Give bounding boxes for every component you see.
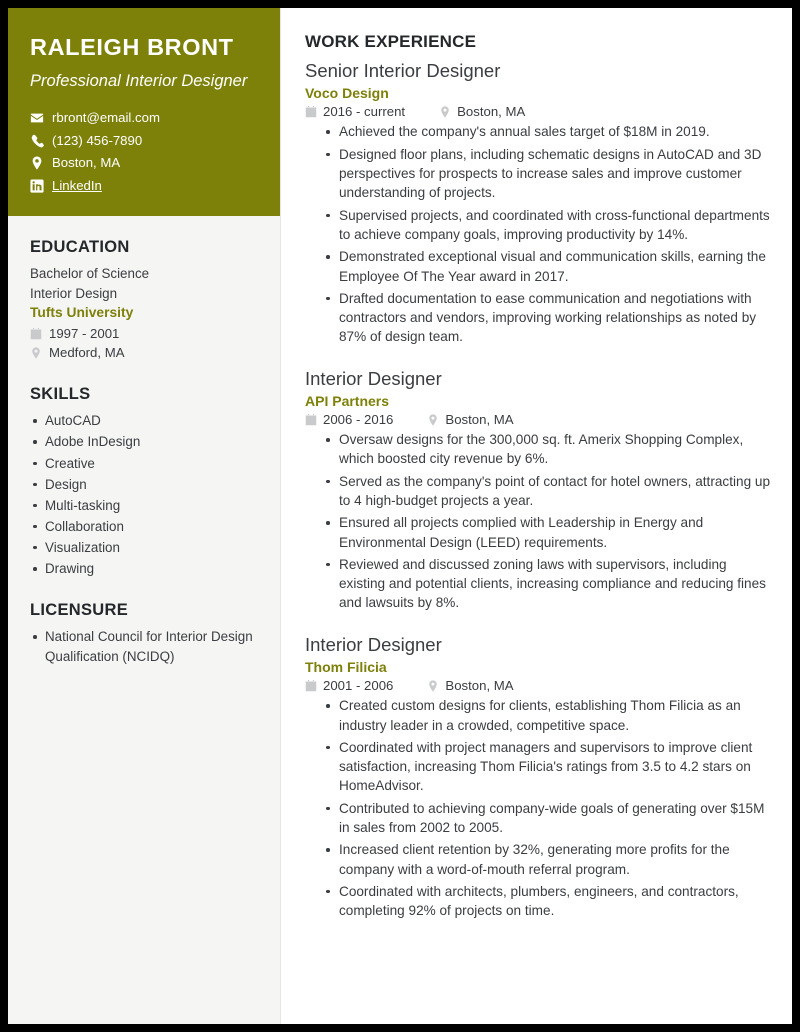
job-dates: 2016 - current xyxy=(323,104,406,120)
education-location-row xyxy=(30,343,258,363)
job-location-group xyxy=(439,104,525,119)
list-item: Coordinated with project managers and supervisors to improve client satisfaction, increasing Thom Filicia's ratings from 3.5 to 4.2 stars on HomeAdvisor. xyxy=(323,738,772,796)
professional-title: Professional Interior Designer xyxy=(30,72,248,91)
job-location-group xyxy=(427,678,513,693)
job-dates: 2001 - 2006 xyxy=(323,678,394,694)
contact-row xyxy=(30,155,258,172)
job-role: Interior Designer xyxy=(305,633,442,655)
list-item: Demonstrated exceptional visual and communication skills, earning the Employee Of The Year award in 2017. xyxy=(323,247,772,286)
sidebar xyxy=(8,8,280,1024)
list-item: Multi-tasking xyxy=(30,496,258,516)
education-heading: EDUCATION xyxy=(30,238,130,257)
contact-label: rbront@email.com xyxy=(52,110,160,126)
list-item: Achieved the company's annual sales target of $18M in 2019. xyxy=(323,122,772,141)
list-item: Drafted documentation to ease communication and negotiations with contractors and vendors, improving working relationships as noted by 87% of design team. xyxy=(323,289,772,347)
skills-heading: SKILLS xyxy=(30,385,91,404)
job-bullet-list xyxy=(305,122,772,346)
list-item: Contributed to achieving company-wide goals of generating over $15M in sales from 2002 to 2005. xyxy=(323,799,772,838)
page-title: RALEIGH BRONT xyxy=(30,34,234,60)
job-meta xyxy=(305,104,772,119)
job-entry xyxy=(305,367,772,613)
list-item: Coordinated with architects, plumbers, engineers, and contractors, completing 92% of projects on time. xyxy=(323,882,772,921)
job-location: Boston, MA xyxy=(445,678,514,694)
calendar-icon xyxy=(305,680,317,692)
job-role: Interior Designer xyxy=(305,367,442,389)
contact-list xyxy=(30,110,258,194)
job-meta xyxy=(305,412,772,427)
licensure-heading: LICENSURE xyxy=(30,601,129,620)
list-item: Created custom designs for clients, establishing Thom Filicia as an industry leader in a crowded, competitive space. xyxy=(323,696,772,735)
education-field: Interior Design xyxy=(30,285,118,301)
list-item: Ensured all projects complied with Leadership in Energy and Environmental Design (LEED) requirements. xyxy=(323,513,772,552)
envelope-icon xyxy=(30,111,44,125)
list-item: Drawing xyxy=(30,559,258,579)
job-meta xyxy=(305,678,772,693)
linkedin-icon xyxy=(30,179,44,193)
licensure-list xyxy=(30,627,258,667)
job-location: Boston, MA xyxy=(445,412,514,428)
contact-label: (123) 456-7890 xyxy=(52,132,143,148)
education-dates: 1997 - 2001 xyxy=(49,325,120,341)
list-item: Designed floor plans, including schematic designs in AutoCAD and 3D perspectives for prospects to increase sales and improve customer understanding of projects. xyxy=(323,145,772,203)
location-pin-icon xyxy=(30,156,44,170)
main-content xyxy=(280,8,792,1024)
job-bullet-list xyxy=(305,696,772,920)
location-pin-icon xyxy=(439,106,451,118)
job-location: Boston, MA xyxy=(457,104,526,120)
list-item: Visualization xyxy=(30,538,258,558)
list-item: Design xyxy=(30,475,258,495)
list-item: Reviewed and discussed zoning laws with supervisors, including existing and potential clients, increasing compliance and reducing fines and lawsuits by 8%. xyxy=(323,555,772,613)
education-section xyxy=(30,238,258,363)
job-company: Voco Design xyxy=(305,85,389,102)
work-experience-heading: WORK EXPERIENCE xyxy=(305,32,477,51)
resume-page xyxy=(8,8,792,1024)
contact-row xyxy=(30,133,258,150)
calendar-icon xyxy=(305,106,317,118)
job-role: Senior Interior Designer xyxy=(305,60,501,81)
list-item: Served as the company's point of contact for hotel owners, attracting up to 4 high-budget projects a year. xyxy=(323,472,772,511)
job-bullet-list xyxy=(305,430,772,613)
education-degree: Bachelor of Science xyxy=(30,266,150,282)
contact-label[interactable]: LinkedIn xyxy=(52,177,102,193)
job-entry xyxy=(305,633,772,921)
job-company: API Partners xyxy=(305,392,390,409)
list-item: Supervised projects, and coordinated with cross-functional departments to achieve company goals, improving productivity by 14%. xyxy=(323,206,772,245)
contact-row[interactable] xyxy=(30,178,258,195)
list-item: Oversaw designs for the 300,000 sq. ft. Amerix Shopping Complex, which boosted city revenue by 6%. xyxy=(323,430,772,469)
contact-label: Boston, MA xyxy=(52,155,121,171)
location-pin-icon xyxy=(30,347,42,359)
education-dates-row xyxy=(30,324,258,344)
calendar-icon xyxy=(30,328,42,340)
job-dates: 2006 - 2016 xyxy=(323,412,394,428)
education-location: Medford, MA xyxy=(49,345,125,361)
list-item: Collaboration xyxy=(30,517,258,537)
job-company: Thom Filicia xyxy=(305,658,387,675)
skills-list xyxy=(30,411,258,579)
contact-row xyxy=(30,110,258,127)
list-item: National Council for Interior Design Qualification (NCIDQ) xyxy=(30,627,258,667)
licensure-section xyxy=(30,601,258,667)
job-entry xyxy=(305,59,772,347)
education-school: Tufts University xyxy=(30,305,134,320)
location-pin-icon xyxy=(427,414,439,426)
phone-icon xyxy=(30,134,44,148)
sidebar-header xyxy=(8,8,280,216)
location-pin-icon xyxy=(427,680,439,692)
list-item: Adobe InDesign xyxy=(30,432,258,452)
skills-section xyxy=(30,385,258,579)
job-location-group xyxy=(427,412,513,427)
list-item: Increased client retention by 32%, generating more profits for the company with a word-of-mouth referral program. xyxy=(323,840,772,879)
calendar-icon xyxy=(305,414,317,426)
sidebar-body xyxy=(8,216,280,1024)
list-item: Creative xyxy=(30,454,258,474)
work-experience-list xyxy=(305,59,772,920)
list-item: AutoCAD xyxy=(30,411,258,431)
